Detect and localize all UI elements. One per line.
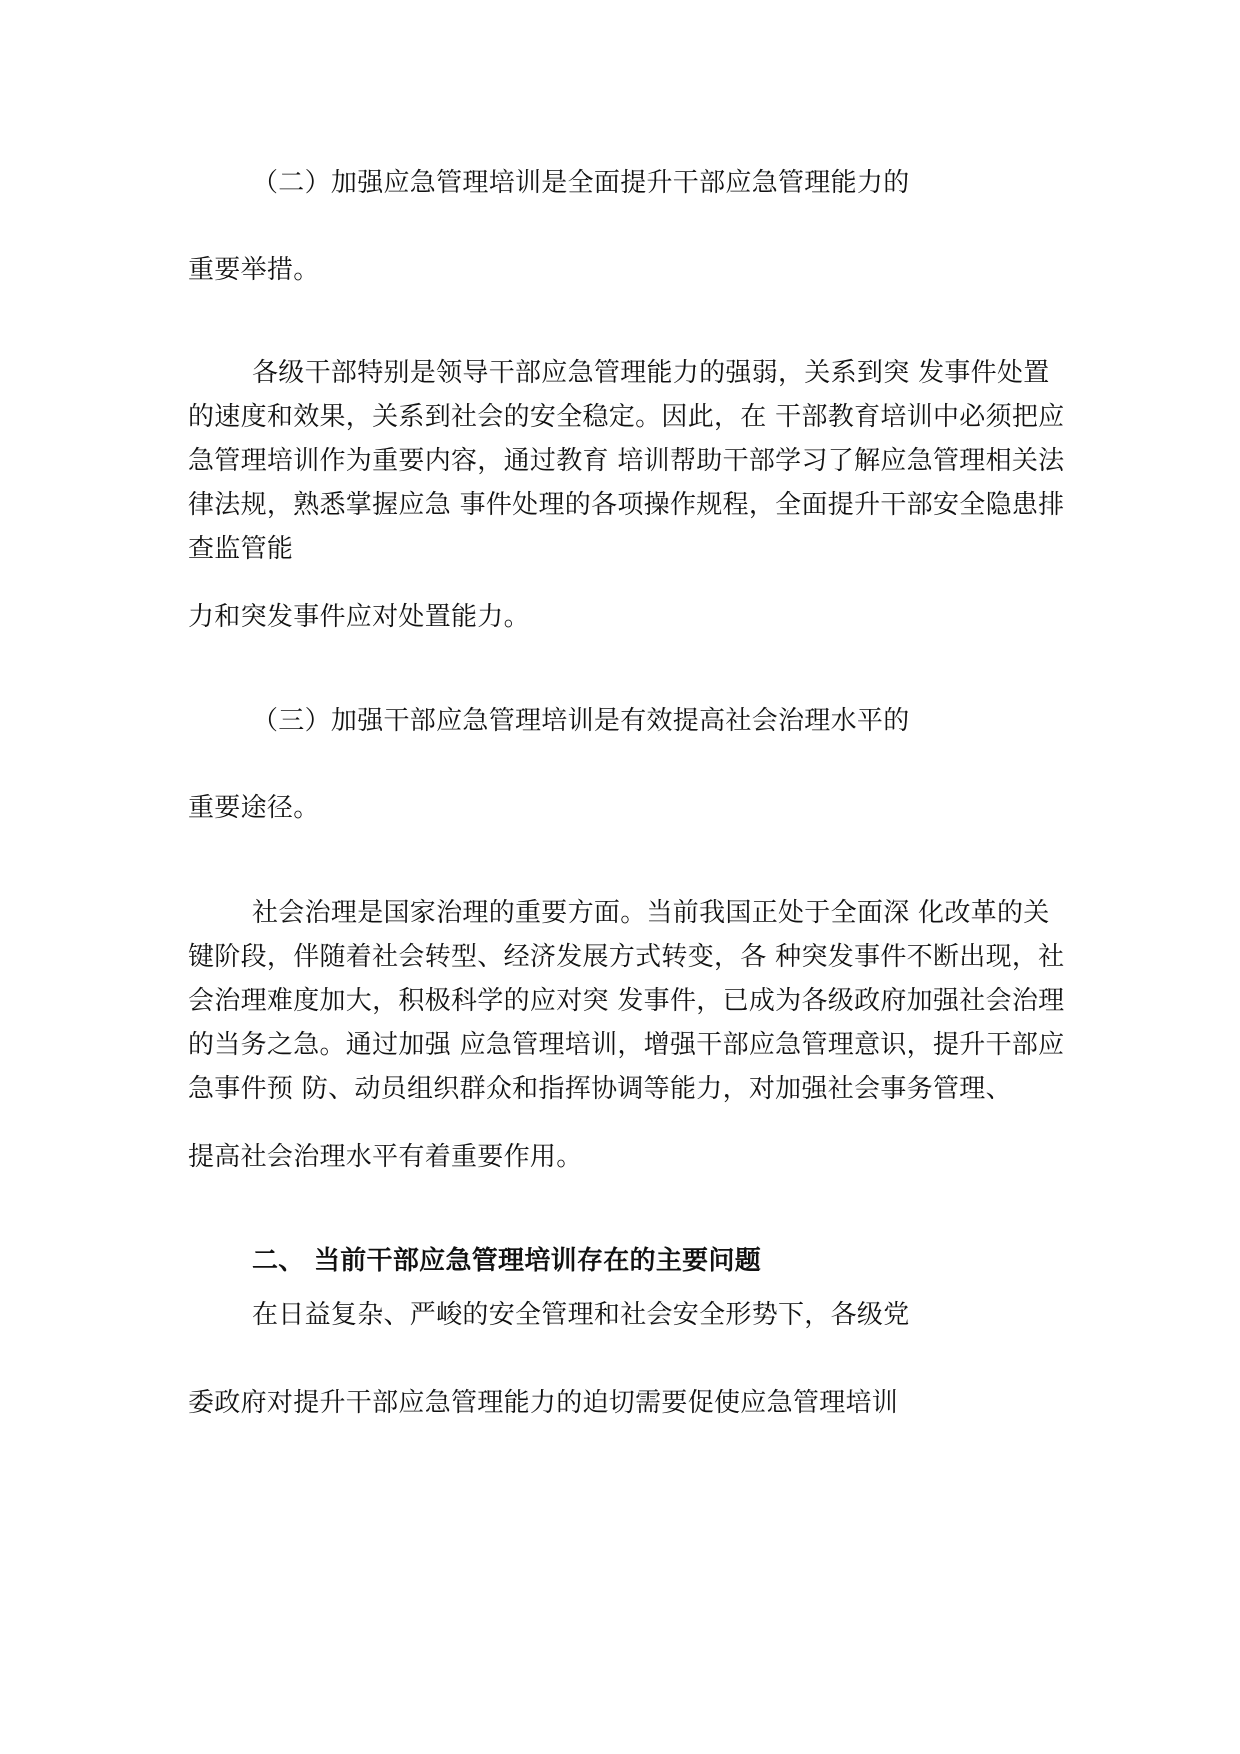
paragraph-3-line3: 会治理难度加大，积极科学的应对突 发事件，已成为各级政府加强社会治理	[188, 986, 1065, 1016]
section-heading-3-line2: 重要途径。	[188, 793, 320, 823]
paragraph-2-line5: 查监管能	[188, 534, 294, 564]
paragraph-2-line2: 的速度和效果，关系到社会的安全稳定。因此，在 干部教育培训中必须把应	[188, 402, 1065, 432]
chapter-2-line1: 在日益复杂、严峻的安全管理和社会安全形势下，各级党	[252, 1300, 910, 1330]
paragraph-3-line5: 急事件预 防、动员组织群众和指挥协调等能力，对加强社会事务管理、	[188, 1074, 1012, 1104]
chapter-2-line2: 委政府对提升干部应急管理能力的迫切需要促使应急管理培训	[188, 1388, 899, 1418]
paragraph-2-tail: 力和突发事件应对处置能力。	[188, 602, 530, 632]
paragraph-3-line4: 的当务之急。通过加强 应急管理培训，增强干部应急管理意识，提升干部应	[188, 1030, 1065, 1060]
paragraph-3-line1: 社会治理是国家治理的重要方面。当前我国正处于全面深 化改革的关	[252, 898, 1050, 928]
paragraph-2-line4: 律法规，熟悉掌握应急 事件处理的各项操作规程，全面提升干部安全隐患排	[188, 490, 1065, 520]
paragraph-2-line3: 急管理培训作为重要内容，通过教育 培训帮助干部学习了解应急管理相关法	[188, 446, 1065, 476]
chapter-heading-2: 二、 当前干部应急管理培训存在的主要问题	[252, 1246, 762, 1276]
paragraph-2-line1: 各级干部特别是领导干部应急管理能力的强弱，关系到突 发事件处置	[252, 358, 1050, 388]
paragraph-3-tail: 提高社会治理水平有着重要作用。	[188, 1142, 583, 1172]
section-heading-2-line2: 重要举措。	[188, 255, 320, 285]
section-heading-2-line1: （二）加强应急管理培训是全面提升干部应急管理能力的	[252, 168, 910, 198]
paragraph-3-line2: 键阶段，伴随着社会转型、经济发展方式转变，各 种突发事件不断出现，社	[188, 942, 1065, 972]
section-heading-3-line1: （三）加强干部应急管理培训是有效提高社会治理水平的	[252, 706, 910, 736]
